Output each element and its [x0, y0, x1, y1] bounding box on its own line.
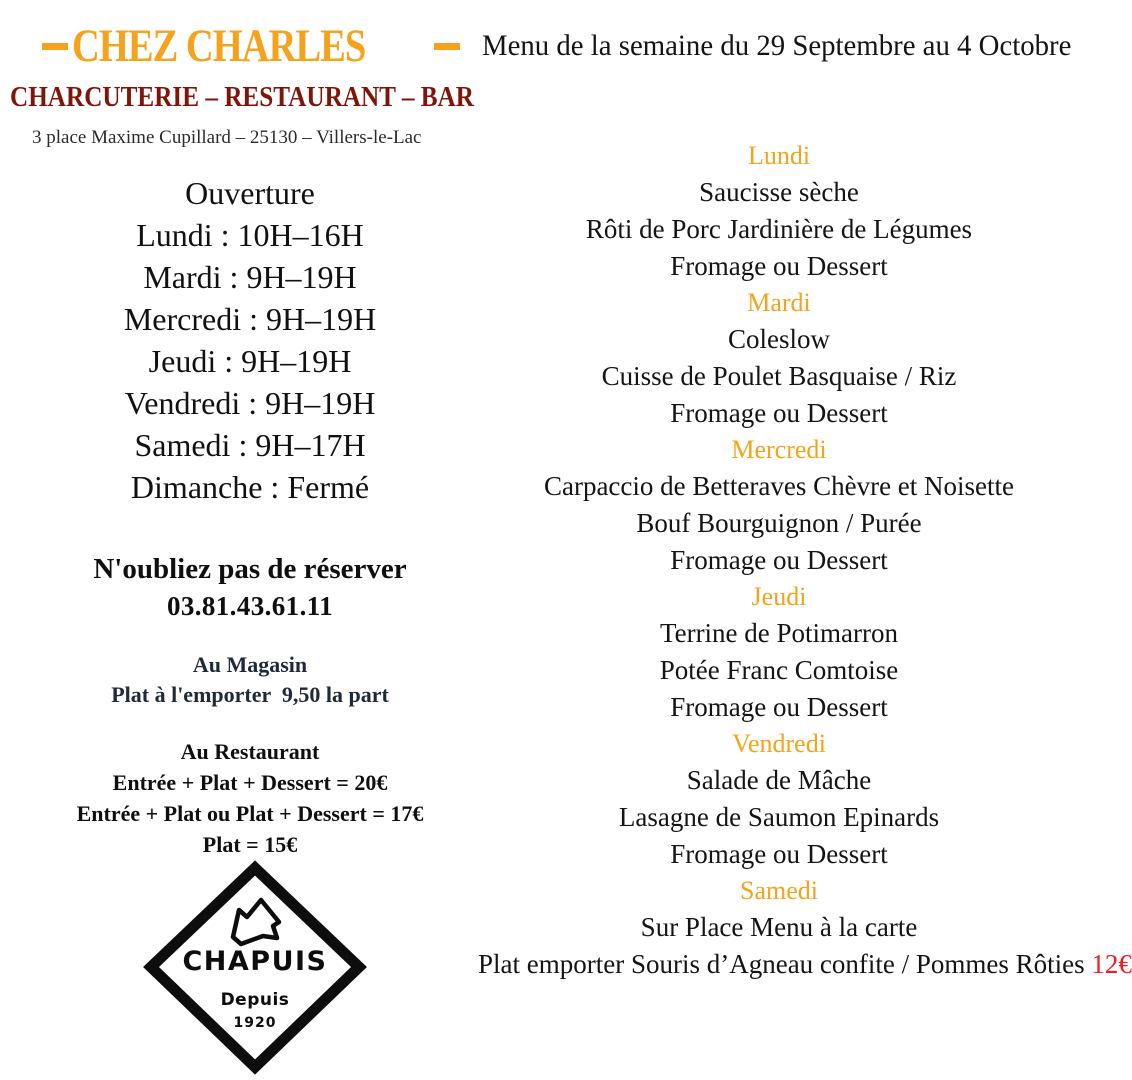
restaurant-price-row: Entrée + Plat + Dessert = 20€	[112, 770, 388, 795]
menu-day-mardi	[478, 285, 1080, 432]
dish-row: Fromage ou Dessert	[670, 839, 888, 869]
weekly-menu-column	[478, 138, 1132, 983]
opening-hours-title: Ouverture	[185, 175, 315, 211]
dish-row: Fromage ou Dessert	[670, 545, 888, 575]
restaurant-pricing-block	[0, 736, 500, 860]
dish-row: Cuisse de Poulet Basquaise / Riz	[601, 361, 957, 391]
menu-day-lundi	[478, 138, 1080, 285]
hours-row: Samedi : 9H–17H	[134, 427, 366, 463]
menu-day-samedi	[478, 873, 1132, 983]
address-line: 3 place Maxime Cupillard – 25130 – Villers-le-Lac	[32, 127, 422, 148]
day-heading: Lundi	[747, 141, 811, 170]
logo-since-year: 1920	[233, 1015, 277, 1031]
dish-row: Saucisse sèche	[699, 177, 859, 207]
dish-row: Coleslow	[727, 324, 830, 354]
menu-day-vendredi	[478, 726, 1080, 873]
reservation-phone[interactable]: 03.81.43.61.11	[166, 591, 334, 621]
shop-pricing-block	[0, 650, 500, 710]
dish-row: Terrine de Potimarron	[659, 618, 899, 648]
dish-row: Sur Place Menu à la carte	[640, 912, 918, 942]
brand-title: CHEZ CHARLES	[72, 19, 366, 72]
dish-row: Fromage ou Dessert	[670, 398, 888, 428]
takeaway-price: 12€	[1091, 949, 1132, 979]
dish-row: Carpaccio de Betteraves Chèvre et Noisette	[543, 471, 1015, 501]
menu-day-mercredi	[478, 432, 1080, 579]
hours-row: Vendredi : 9H–19H	[124, 385, 376, 421]
day-heading: Mardi	[747, 288, 811, 317]
hours-row: Dimanche : Fermé	[130, 469, 370, 505]
restaurant-title: Au Restaurant	[180, 739, 320, 764]
dish-row: Fromage ou Dessert	[670, 692, 888, 722]
menu-day-jeudi	[478, 579, 1080, 726]
hours-row: Jeudi : 9H–19H	[148, 343, 352, 379]
left-column	[0, 172, 500, 860]
page-header	[0, 0, 1080, 148]
business-type-subtitle: CHARCUTERIE – RESTAURANT – BAR	[10, 82, 474, 113]
dish-row-takeaway	[478, 946, 1132, 983]
restaurant-price-row: Entrée + Plat ou Plat + Dessert = 17€	[76, 801, 424, 826]
dish-row: Fromage ou Dessert	[670, 251, 888, 281]
hours-row: Mercredi : 9H–19H	[123, 301, 377, 337]
dish-row: Salade de Mâche	[686, 765, 872, 795]
day-heading: Vendredi	[732, 729, 826, 758]
chapuis-logo-svg	[143, 862, 368, 1080]
chapuis-logo	[143, 862, 368, 1080]
reservation-block	[0, 550, 500, 624]
dash-right-icon	[434, 43, 460, 50]
takeaway-dish-text: Plat emporter Souris d’Agneau confite / Pommes Rôties	[478, 949, 1092, 979]
logo-name: CHAPUIS	[182, 946, 328, 977]
day-heading: Samedi	[740, 876, 818, 905]
brand-row	[0, 18, 1080, 74]
logo-since-label: Depuis	[220, 990, 290, 1010]
dish-row: Lasagne de Saumon Epinards	[618, 802, 940, 832]
shop-title: Au Magasin	[192, 652, 308, 677]
menu-week-label: Menu de la semaine du 29 Septembre au 4 Octobre	[481, 29, 1072, 62]
day-heading: Jeudi	[751, 582, 807, 611]
day-heading: Mercredi	[731, 435, 827, 464]
reservation-title: N'oubliez pas de réserver	[93, 553, 407, 585]
hours-row: Mardi : 9H–19H	[143, 259, 357, 295]
dish-row: Potée Franc Comtoise	[659, 655, 899, 685]
hours-row: Lundi : 10H–16H	[136, 217, 364, 253]
shop-takeaway-price: Plat à l'emporter 9,50 la part	[111, 682, 389, 707]
dash-left-icon	[42, 43, 68, 50]
opening-hours-block	[0, 172, 500, 508]
dish-row: Rôti de Porc Jardinière de Légumes	[585, 214, 973, 244]
dish-row: Bouf Bourguignon / Purée	[636, 508, 922, 538]
restaurant-price-row: Plat = 15€	[202, 832, 298, 857]
